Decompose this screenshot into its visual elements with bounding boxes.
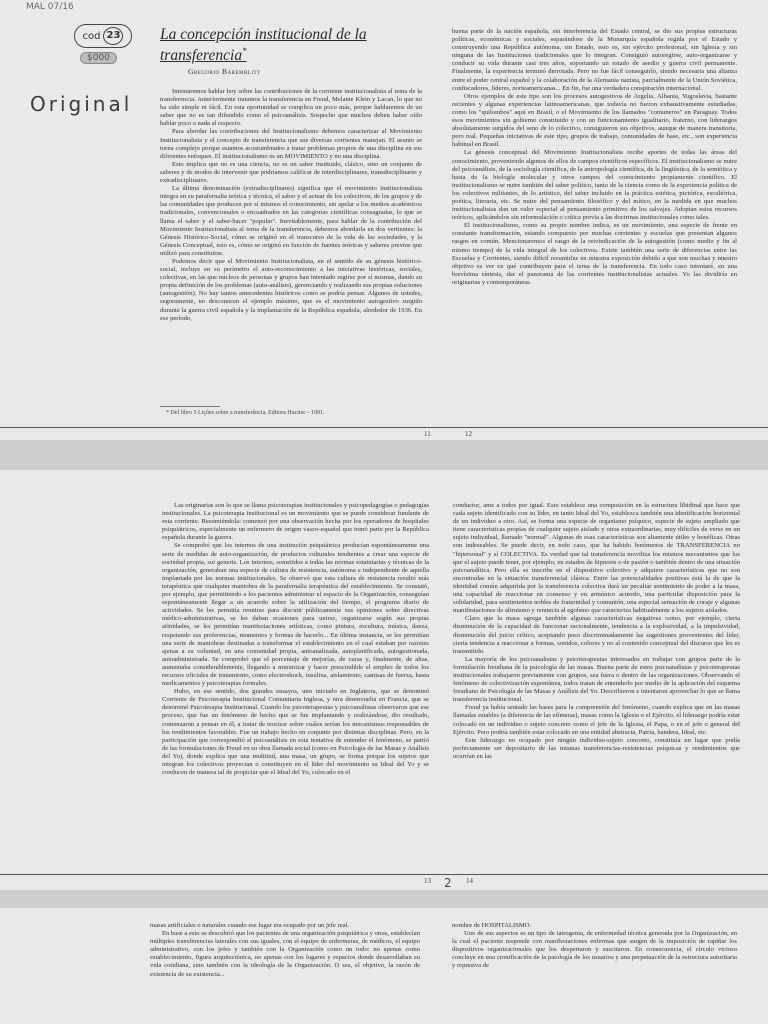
paragraph: Otros ejemplos de este tipo son los procesos autogestivos de Argelia, Albania, Yugoslavia, bastante recientes y algunas experiencias latinoamericanas, que todavía no fueron exhaustivamente estudiadas, como los "quilombos" aquí en Brasil, o el Movimiento de los llamados "comuneros" en Paraguay. Todos esos movimientos sin gobierno constituido y con un funcionamiento igualitario, fraterno, con liderazgos absolutamente surgidos del seno de lo colectivo, consiguieron sus objetivos, aunque de manera transitoria, pero real. Pequeñas iniciativas de este tipo, grupos de trabajo, comunidades de base, etc., son experiencia habitual en Brasil.	[452, 92, 737, 149]
page-spread-13-14	[0, 470, 768, 890]
page-number-11: 11	[424, 430, 431, 438]
page-11-column	[160, 88, 422, 388]
page-number-14: 14	[466, 877, 473, 885]
page-number-13: 13	[424, 877, 431, 885]
footnote: * Del libro 5 Lições sobre a transferência, Editora Hucitec - 1991.	[166, 410, 325, 416]
paragraph: La génesis conceptual del Movimiento Institucionalista recibe aportes de todas las áreas del conocimiento, proveniendo algunos de ellos de campos científicos específicos. El institucionalismo se nutre del psicoanálisis, de la sociología científica, de la antropología científica, de la lingüística, de la semiótica y hasta de la biología molecular y otros campos del conocimiento propiamente científico. El institucionalismo se nutre también del saber político, tanto de la ciencia como de la experiencia política de los colectivos militantes, de lo artístico, del saber incluido en la práctica estética, pictórica, escultórica, poética, literaria, etc. Se nutre del pensamiento filosófico y del mítico, en la medida en que muchos institucionalistas dan un valor especial al pensamiento primitivo de los salvajes. Adoptan estos recursos teóricos, aplicándolos sin reformulación o crítica previa a las doctrinas institucionales como tales.	[452, 149, 737, 222]
badge-prefix: cod	[82, 30, 101, 42]
paragraph: En base a esto se descubrió que los pacientes de una organización psiquiátrica y otras, establecían múltiples transferencias laterales con sus iguales, con el equipo de enfermeras, de médicos, el equipo administrativo, con los jefes y también con la Organización como un todo: no apenas como establecimiento, figura arquitectónica, no apenas con los lugares y espacios donde desarrollaban su vida cotidiana, sino también con la ideología de la Organización. O sea, el objetivo, la razón de existencia de su existencia...	[150, 930, 420, 978]
paragraph: masas artificiales o naturales cuando ese lugar era ocupado por un jefe real.	[150, 922, 350, 929]
paragraph: conductor, ame a todos por igual. Esto establece una composición en la estructura libidinal que hace que cada sujeto identificado con su líder, en tanto Ideal del Yo, establezca también una identificación horizontal de un individuo a otro. Así, se forma una especie de organismo psíquico, especie de sujeto ampliado que tiene características propias de cualquier sujeto aislado y otras extraordinarias, muy difíciles de verse en un sujeto individual, llamado "normal". Algunas de esas características son altamente útiles y benéficas. Otras son indeseables. Se puede decir, en todo caso, que ha habido fenómenos de TRANSFERENCIA no "bipersonal" y sí COLECTIVA. Es verdad que tal transferencia moviliza los mismos mecanismos que los que el sujeto puede tener, por ejemplo, en estados de hipnosis o de pasión o también dentro de una situación psicoanalítica. Pero ella se inscribe en el dispositivo colectivo y adquiere características que no son encontradas en la situación transferencial clásica. Entre las potencialidades positivas está la de que la identidad común adquirida por la transferencia colectiva dará un peculiar sentimiento de poder a la masa, una capacidad de reaccionar en consenso y en armónico acuerdo, una particular disposición para la solidaridad, para sentimientos nobles de fraternidad y comunión, una especial sensación de coraje y algunas manifestaciones de altruismo y renuncia al egoísmo que caracteriza habitualmente a los sujetos aislados.	[453, 502, 740, 615]
badge-number: 23	[103, 27, 123, 45]
paragraph: La última denominación (extradisciplinares) significa que el movimiento institucionalista integra en su parafernalia teórica y técnica, el saber y el actuar de los colectivos, de los grupos y de las comunidades que producen por sí mismos el conocimiento, sin apelar a los medios académicos tradicionales, convencionales o encuadrados en las categorías científicas consagradas, lo que se llama el saber y el saber-hacer "popular". Inevitablemente, para hablar de la contribución del Movimiento Institucionalista al tema de la transferencia, debemos abordarla en dos vertientes: la Génesis Histórico-Social, cómo se originó en el transcurso de la vida de las sociedades, y la Génesis Conceptual, esto es, cómo se originó en función de fuentes teóricas y saberes previos que utilizó para constituirse.	[160, 185, 422, 257]
paragraph: Freud ya había sentado las bases para la comprensión del fenómeno, cuando explica que en las masas llamadas estables (a diferencia de las efímeras), masas como la Iglesia o el Ejército, el liderazgo podría estar colocado en un individuo o sujeto concreto como el jefe de la Iglesia, el Papa, o en el jefe o general del Ejército. Pero podría también estar colocado en una entidad abstracta, Patria, bandera, Ideal, etc.	[453, 704, 740, 736]
corner-annotation: MAL 07/16	[26, 2, 74, 12]
paragraph: Uno de sus aspectos es un tipo de iatrogenia, de enfermedad técnica generada por la Organización, en la cual el paciente responde con manifestaciones enfermas que surgen de la imposición de rapiñar los dispositivos organizacionales que los despertaron y suscitaron. En consecuencia, el círculo vicioso concluye en una cronificación de la patología de los usuarios y una perpetuación de la estructura autoritaria y represiva de	[452, 930, 737, 970]
page-13-column	[162, 502, 429, 870]
paragraph: Para abordar las contribuciones del Institucionalismo debemos caracterizar al Movimiento Institucionalista y el concepto de transferencia que sus diversas corrientes manejan. El asunto se torna complejo porque estamos acostumbrados a tratar problemas propios de una disciplina en sus diferentes enfoques. El institucionalismo es un MOVIMIENTO y no una disciplina.	[160, 128, 422, 160]
article-author: Gregorio Baremblitt	[188, 67, 261, 76]
paragraph: Podemos decir que el Movimiento Institucionalista, en el sentido de su génesis histórico-social, incluye en su perímetro el auto-reconocimiento a las iniciativas históricas, sociales, colectivas, en las que núcleos de personas y grupos han intentado regirse por sí mismas, dando su propia definición de los problemas (auto-análisis), gerenciando y realizando sus propias soluciones (autogestión). No hay tantos antecedentes históricos como se podría pensar. Algunos de ustedes, seguramente, no desconocen el ejemplo máximo, que es el movimiento autogestivo surgido durante la guerra civil española y la implantación de la República española, alrededor de 1936. En ese período,	[160, 257, 422, 322]
article-title	[160, 26, 410, 64]
handwritten-code-badge	[74, 24, 132, 48]
paragraph: Las originarias son lo que se llama psicoterapias institucionales y psicopedagogías o pedagogías institucionales. La psicoterapia institucional es un movimiento que se puede considerar fundante de esta corriente. Resumiéndola: comenzó por una observación hecha por los operadores de hospitales psiquiátricos, especialmente un enfermero de origen vasco-español que tomó parte por la República española durante la guerra.	[162, 502, 429, 542]
page-spread-11-12	[0, 0, 768, 440]
handwritten-page-mark: 2	[444, 876, 452, 890]
paragraph: Se comprobó que los internos de una institución psiquiátrica producían espontáneamente una serie de medidas de auto-organización, de productos culturales tendientes a crear una especie de sociedad propia, sui generis. Los internos, sometidos a todas las normas estatutarias y técnicas de la organización, generaban una especie de cultura de resistencia, autónoma e independiente de aquella implantada por las normas institucionales. Se observó que esta cultura de resistencia resultó más terapéutica que cualquier maniobra de la parafernalia terapéutica del establecimiento. Se constató, por ejemplo, que permitiendo a los pacientes administrar el espacio de la Organización, conseguían espontáneamente llegar a un acuerdo sobre la utilización del tiempo, el programa diario de actividades. Se les permitía reunirse para discutir públicamente sus opiniones sobre directivas médico-administrativas, se les daban ocasiones para unirse, organizarse según sus propias afinidades, se les permitían manifestaciones artísticas, como pintura, escultura, música, danza, respetando sus preferencias, momentos y formas de hacerlo... En última instancia, se les permitían una serie de maniobras destinadas a transformar el establecimiento en el cual estaban por razones ajenas a su voluntad, en una comunidad propia, autoanalizada, autoplanificada, autogestionada, autoadministrada. Se comprobó que el porcentaje de mejorías, de curas y, finalmente, de altas, aumentaba considerablemente, llegando a minimizar y hacer prescindible el empleo de todos los recursos oficiales de tratamiento, como electroshock, insulina, aislamiento, camisas de fuerza, hasta medicamentos y psicoterapias formales.	[162, 542, 429, 688]
page-15-column	[150, 922, 420, 1022]
page-12-column	[452, 28, 737, 416]
paragraph: El institucionalismo, como su propio nombre indica, es un movimiento, una especie de frente en constante transformación, estando compuesto por muchas corrientes y escuelas que presentan algunos rasgos en común. Mencionaremos el rasgo de la reivindicación de la autogestión (como medio y fin al mismo tiempo) de la vida integral de los colectivos. Existe también una serie de diferencias entre las Escuelas y Corrientes, siendo difícil resumirlas en muestra exposición debido a que son muchas y nuestro objetivo es ver en qué contribuyen para el tema de la transferencia. En todo caso intentaré, en una brevísima síntesis, dar el panorama de las corrientes institucionalistas actuales. Yo las dividiría en originarias y contemporáneas.	[452, 222, 737, 286]
paragraph: Esto implica que no es una ciencia, no es un saber instituido, clásico, sino un conjunto de saberes y de modos de intervenir que podríamos calificar de interdisciplinares, transdisciplinares y extradisciplinares.	[160, 160, 422, 185]
article-title-text: La concepción institucional de la transferencia	[160, 26, 367, 65]
paragraph: buena parte de la nación española, sin interferencia del Estado central, se dio sus propias estructuras políticas, económicas y sociales, separándose de la Monarquía española regida por el Estado y construyendo una República autónoma, sin Estado, esto es, sin ejército profesional, sin Iglesia y sin ninguna de las Instituciones tradicionales que lo integran. Consiguió autoregirse, auto-organizarse y conducir su vida durante casi tres años, soportando un estado de asedio y guerra civil permanente. Finalmente, la experiencia terminó derrotada. Pero no fue fácil conseguirlo, siendo necesaria una alianza entre el poder central español y la colaboración de la Alemania nazista, parcialmente de la Unión Soviética, confiscadores, líderes, norteamericanas... En fin, fue una verdadera conspiración internacional.	[452, 28, 737, 92]
paragraph: Hubo, en ese sentido, dos grandes ensayos, uno iniciado en Inglaterra, que se denominó Corriente de Psicoterapia Institucional Comunitaria Inglesa, y otra desenvuelta en Francia, que se denominó Psicoterapia Institucional. Cuando los psicoterapeutas y psicoanalistas observaron que ese proceso, que fue un fenómeno de hecho que se fue implantando y realizándose, dio resultado, comenzaron a pensar en él, a tratar de teorizar sobre cuáles serían los mecanismos responsables de los rendimientos favorables. Fue un trabajo hecho en conjunto por distintas disciplinas. Pero, en la participación que correspondió al psicoanálisis en esta tentativa de entender el fenómeno, se partió de las formulaciones de Freud en su obra llamada social (como en Psicología de las Masas y Análisis del Yo), donde explica que una multitud, una masa, un grupo, se forma porque los sujetos que integran los colectivos proyectan o constituyen en el líder del movimiento su Ideal del Yo y se conducen de manera tal de propiciar que el Ideal del Yo, colocado en el	[162, 688, 429, 777]
page-14-column	[453, 502, 740, 866]
paragraph: Este liderazgo no ocupado por ningún individuo-sujeto concreto, constituía un lugar que podía perfectamente ser depositario de las mismas transferencias-resistencias psíquicas y rendimientos que ocurrían en las	[453, 736, 740, 760]
price-stamp: $000	[80, 52, 117, 64]
paragraph: Intentaremos hablar hoy sobre las contribuciones de la corriente institucionalista al tema de la transferencia. Anteriormente tratamos la transferencia en Freud, Melanie Klein y Lacan, lo que no ha sido simple ni fácil. En esta oportunidad se complica un poco más, porque hablaremos de un saber que no es tan difundido como el psicoanálisis. Sospecho que muchos deben haber oído hablar poco o nada al respecto.	[160, 88, 422, 128]
paragraph: La mayoría de los psicoanalistas y psicoterapeutas interesados en trabajar con grupos parte de la formulación freudiana de la psicología de las masas. Buena parte de estos psicoanalistas y psicoterapeutas institucionales trabajaron previamente con grupos, sea fuera o dentro de las organizaciones. Observando el fenómeno de colectivización espontánea, todos tratan de entenderlo por medio de la aplicación del esquema freudiano de Psicología de las Masas y Análisis del Yo. Describieron e intentaron aprovechar lo que se llama transferencia institucional.	[453, 655, 740, 704]
page-spread-15-16	[0, 908, 768, 1024]
page-bottom-rule	[0, 874, 768, 875]
paragraph: nombre de HOSPITALISMO.	[452, 922, 532, 929]
page-16-column	[452, 922, 737, 1022]
original-handwriting: Original	[30, 92, 133, 116]
page-number-12: 12	[465, 430, 472, 438]
page-bottom-rule	[0, 427, 768, 428]
footnote-rule	[160, 406, 220, 407]
paragraph: Claro que la masa agrega también algunas características negativas como, por ejemplo, cierta disminución de la capacidad de funcionar racionalmente, tendencia a la explosividad, a la impulsividad, disminución del juicio crítico, aceptando poco discriminadamente las sugestiones provenientes del líder, cierta tendencia a reaccionar a formas, sonidos, colores y no al contenido conceptual del discurso que les es transmitido.	[453, 615, 740, 655]
title-footnote-mark: *	[242, 46, 247, 56]
